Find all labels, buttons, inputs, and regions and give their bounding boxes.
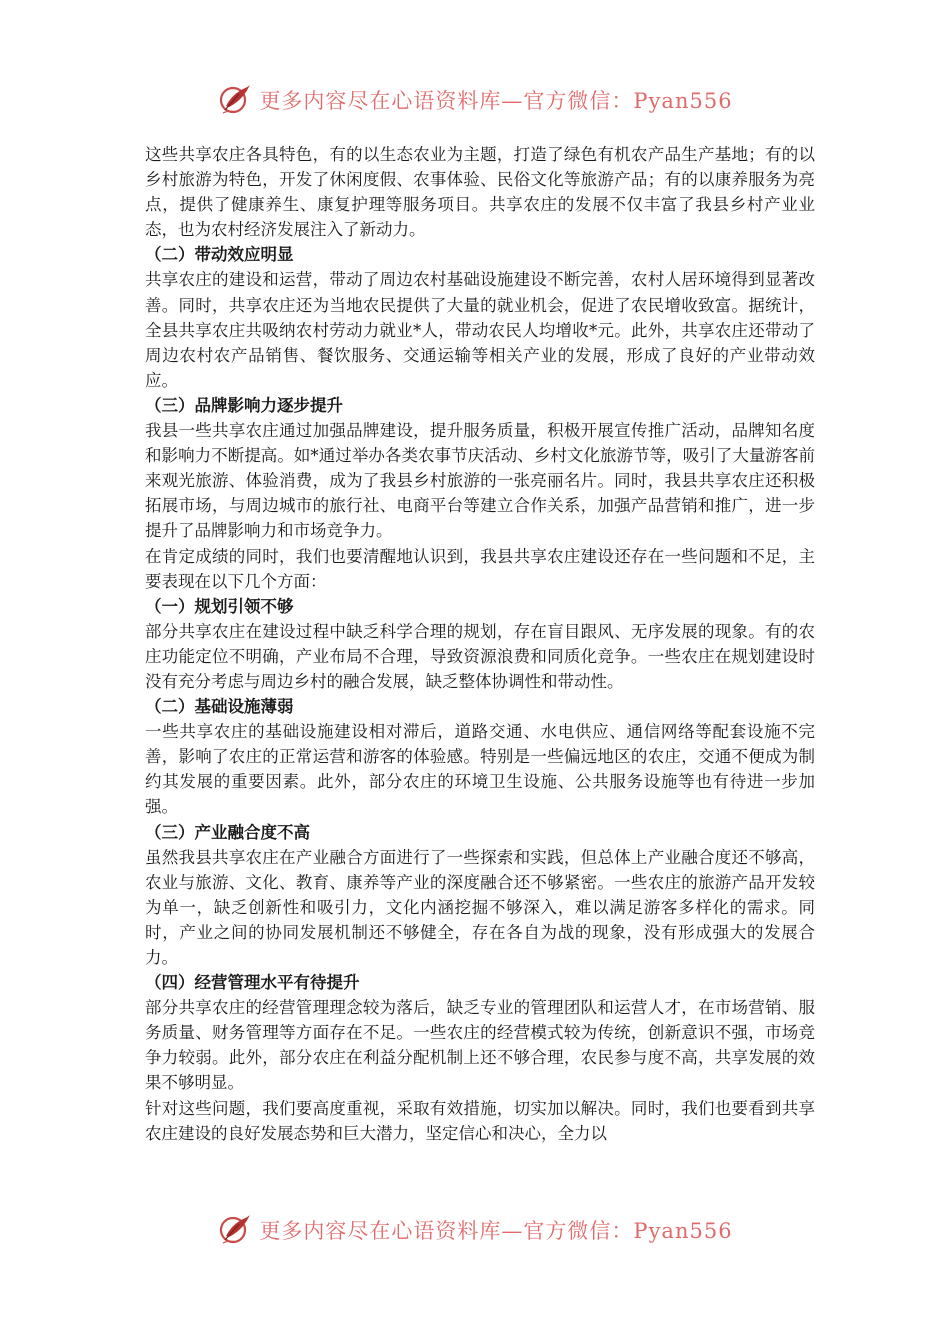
- section-heading: （二）带动效应明显: [145, 245, 294, 265]
- paragraph: 在肯定成绩的同时，我们也要清醒地认识到，我县共享农庄建设还存在一些问题和不足，主要表现在以下几个方面：: [145, 546, 815, 591]
- section-heading: （三）品牌影响力逐步提升: [145, 395, 343, 415]
- section-heading: （四）经营管理水平有待提升: [145, 973, 360, 993]
- watermark-text: 更多内容尽在心语资料库—官方微信：Pyan556: [259, 89, 733, 113]
- document-body: [145, 142, 815, 1146]
- quill-pen-logo-icon: [217, 1212, 253, 1248]
- paragraph: 共享农庄的建设和运营，带动了周边农村基础设施建设不断完善，农村人居环境得到显著改善。同时，共享农庄还为当地农民提供了大量的就业机会，促进了农民增收致富。据统计，全县共享农庄共吸纳农村劳动力就业*人，带动农民人均增收*元。此外，共享农庄还带动了周边农村农产品销售、餐饮服务、交通运输等相关产业的发展，形成了良好的产业带动效应。: [145, 270, 815, 390]
- paragraph: 虽然我县共享农庄在产业融合方面进行了一些探索和实践，但总体上产业融合度还不够高，农业与旅游、文化、教育、康养等产业的深度融合还不够紧密。一些农庄的旅游产品开发较为单一，缺乏创新性和吸引力，文化内涵挖掘不够深入，难以满足游客多样化的需求。同时，产业之间的协同发展机制还不够健全，存在各自为战的现象，没有形成强大的发展合力。: [145, 847, 815, 967]
- section-heading: （三）产业融合度不高: [145, 822, 310, 842]
- paragraph: 部分共享农庄在建设过程中缺乏科学合理的规划，存在盲目跟风、无序发展的现象。有的农庄功能定位不明确，产业布局不合理，导致资源浪费和同质化竞争。一些农庄在规划建设时没有充分考虑与周边乡村的融合发展，缺乏整体协调性和带动性。: [145, 621, 815, 691]
- paragraph: 针对这些问题，我们要高度重视，采取有效措施，切实加以解决。同时，我们也要看到共享农庄建设的良好发展态势和巨大潜力，坚定信心和决心，全力以: [145, 1098, 815, 1143]
- footer-watermark: [0, 1210, 950, 1250]
- quill-pen-logo-icon: [217, 82, 253, 118]
- header-watermark: [0, 80, 950, 120]
- paragraph: 这些共享农庄各具特色，有的以生态农业为主题，打造了绿色有机农产品生产基地；有的以乡村旅游为特色，开发了休闲度假、农事体验、民俗文化等旅游产品；有的以康养服务为亮点，提供了健康养生、康复护理等服务项目。共享农庄的发展不仅丰富了我县乡村产业业态，也为农村经济发展注入了新动力。: [145, 145, 815, 240]
- section-heading: （二）基础设施薄弱: [145, 697, 294, 717]
- paragraph: 一些共享农庄的基础设施建设相对滞后，道路交通、水电供应、通信网络等配套设施不完善，影响了农庄的正常运营和游客的体验感。特别是一些偏远地区的农庄，交通不便成为制约其发展的重要因素。此外，部分农庄的环境卫生设施、公共服务设施等也有待进一步加强。: [145, 722, 815, 817]
- section-heading: （一）规划引领不够: [145, 596, 294, 616]
- watermark-text: 更多内容尽在心语资料库—官方微信：Pyan556: [259, 1219, 733, 1243]
- paragraph: 部分共享农庄的经营管理理念较为落后，缺乏专业的管理团队和运营人才，在市场营销、服务质量、财务管理等方面存在不足。一些农庄的经营模式较为传统，创新意识不强，市场竞争力较弱。此外，部分农庄在利益分配机制上还不够合理，农民参与度不高，共享发展的效果不够明显。: [145, 998, 815, 1093]
- paragraph: 我县一些共享农庄通过加强品牌建设，提升服务质量，积极开展宣传推广活动，品牌知名度和影响力不断提高。如*通过举办各类农事节庆活动、乡村文化旅游节等，吸引了大量游客前来观光旅游、体验消费，成为了我县乡村旅游的一张亮丽名片。同时，我县共享农庄还积极拓展市场，与周边城市的旅行社、电商平台等建立合作关系，加强产品营销和推广，进一步提升了品牌影响力和市场竞争力。: [145, 421, 815, 541]
